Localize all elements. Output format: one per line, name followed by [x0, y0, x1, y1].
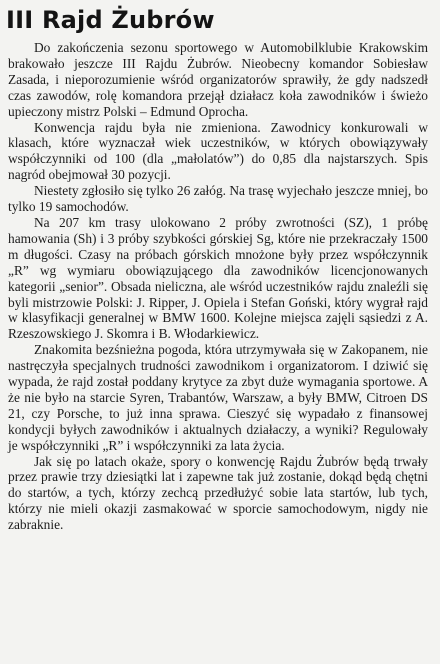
paragraph: Na 207 km trasy ulokowano 2 próby zwrotności (SZ), 1 próbę hamowania (Sh) i 3 próby szybkości górskiej Sg, które nie przekraczały 1500 m długości. Czasy na próbach górskich mnożone były przez współczynnik „R” wg wymiaru obowiązującego dla zawodników licencjonowanych kategorii „senior”. Obsada nieliczna, ale wśród uczestników rajdu znaleźli się byli mistrzowie Polski: J. Ripper, J. Opiela i Stefan Goński, który wygrał rajd w klasyfikacji generalnej w BMW 1600. Kolejne miejsca zajęli sąsiedzi z A. Rzeszowskiego J. Skomra i B. Włodarkiewicz.: [8, 214, 428, 342]
article-body: [8, 40, 428, 533]
paragraph: Znakomita bezśnieżna pogoda, która utrzymywała się w Zakopanem, nie nastręczyła specjalnych trudności zawodnikom i organizatorom. I dziwić się wypada, że rajd został poddany krytyce za zbyt duże wymagania sportowe. A że nie było na starcie Syren, Trabantów, Warszaw, a były BMW, Citroen DS 21, czy Porsche, to już inna sprawa. Cieszyć się wypadało z finansowej kondycji byłych zawodników i aktualnych działaczy, a wyniki? Regulowały je współczynniki „R” i współczynniki za lata życia.: [8, 342, 428, 453]
paragraph: Do zakończenia sezonu sportowego w Automobilklubie Krakowskim brakowało jeszcze III Rajdu Żubrów. Nieobecny komandor Sobiesław Zasada, i nieporozumienie wśród organizatorów sprawiły, że gdy nadszedł czas zawodów, rolę komandora przejął działacz koła zawodników i świeżo upieczony mistrz Polski – Edmund Oprocha.: [8, 40, 428, 119]
paragraph: Niestety zgłosiło się tylko 26 załóg. Na trasę wyjechało jeszcze mniej, bo tylko 19 samochodów.: [8, 183, 428, 215]
article-title: III Rajd Żubrów: [6, 6, 215, 34]
paragraph: Jak się po latach okaże, spory o konwencję Rajdu Żubrów będą trwały przez prawie trzy dziesiątki lat i zapewne tak już zostanie, dokąd będą chętni do startów, a tych, którzy zechcą przedłużyć sobie lata startów, lub tych, którzy nie mieli okazji zasmakować w sporcie samochodowym, nigdy nie zabraknie.: [8, 453, 428, 533]
paragraph: Konwencja rajdu była nie zmieniona. Zawodnicy konkurowali w klasach, które wyznaczał wiek uczestników, w których obowiązywały współczynniki od 100 (dla „małolatów”) do 0,85 dla najstarszych. Spis nagród obejmował 30 pozycji.: [8, 119, 428, 183]
